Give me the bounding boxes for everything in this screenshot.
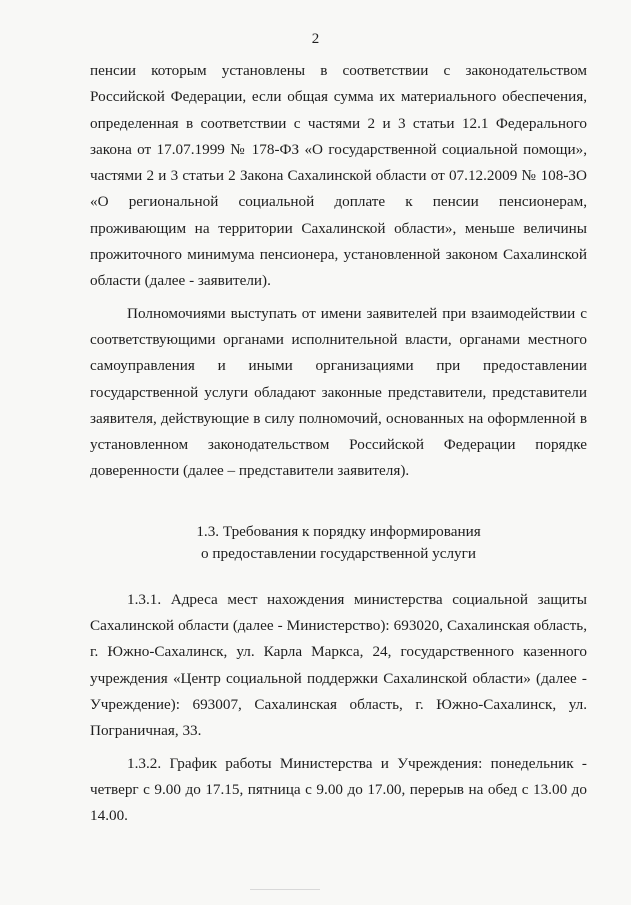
bottom-scan-line [250,889,320,890]
section-heading [90,521,587,565]
paragraph-schedule: 1.3.2. График работы Министерства и Учреждения: понедельник - четверг с 9.00 до 17.15, пятница с 9.00 до 17.00, перерыв на обед с 13.00 до 14.00. [90,754,587,825]
section-heading-line-1: 1.3. Требования к порядку информирования [196,522,481,540]
page-number: 2 [311,31,320,47]
section-heading-line-2: о предоставлении государственной услуги [200,544,477,562]
document-body [90,58,587,829]
paragraph-applicants: пенсии которым установлены в соответствии с законодательством Российской Федерации, если общая сумма их материального обеспечения, определенная в соответствии с частями 2 и 3 статьи 12.1 Федерального закона от 17.07.1999 № 178-ФЗ «О государственной социальной помощи», частями 2 и 3 статьи 2 Закона Сахалинской области от 07.12.2009 № 108-ЗО «О региональной социальной доплате к пенсии пенсионерам, проживающим на территории Сахалинской области», меньше величины прожиточного минимума пенсионера, установленной законом Сахалинской области (далее - заявители). [90,62,587,290]
paragraph-addresses: 1.3.1. Адреса мест нахождения министерства социальной защиты Сахалинской области (далее - Министерство): 693020, Сахалинская область, г. Южно-Сахалинск, ул. Карла Маркса, 24, государственного казенного учреждения «Центр социальной поддержки Сахалинской области» (далее - Учреждение): 693007, Сахалинская область, г. Южно-Сахалинск, ул. Пограничная, 33. [90,590,587,740]
paragraph-representatives: Полномочиями выступать от имени заявителей при взаимодействии с соответствующими органами исполнительной власти, органами местного самоуправления и иными организациями при предоставлении государственной услуги обладают законные представители, представители заявителя, действующие в силу полномочий, основанных на оформленной в установленном законодательством Российской Федерации порядке доверенности (далее – представители заявителя). [90,304,587,480]
